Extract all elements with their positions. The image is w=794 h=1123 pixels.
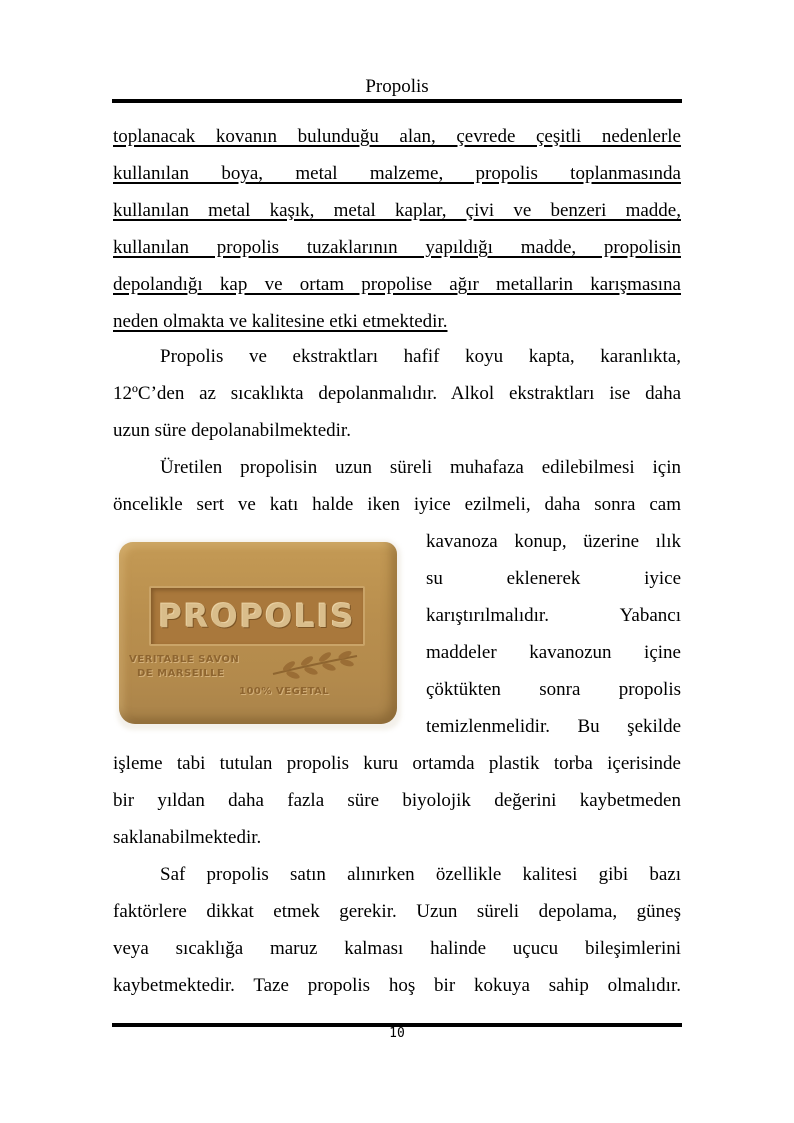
text-line: faktörlere dikkat etmek gerekir. Uzun süreli depolama, güneş xyxy=(113,901,681,922)
text-line: Propolis ve ekstraktları hafif koyu kapta, karanlıkta, xyxy=(160,346,681,367)
text-line: uzun süre depolanabilmektedir. xyxy=(113,420,351,441)
text-line: 12ºC’den az sıcaklıkta depolanmalıdır. Alkol ekstraktları ise daha xyxy=(113,383,681,404)
text-line: kullanılan boya, metal malzeme, propolis toplanmasında xyxy=(113,163,681,184)
propolis-soap-image xyxy=(113,532,403,732)
text-line: kullanılan metal kaşık, metal kaplar, çivi ve benzeri madde, xyxy=(113,200,681,221)
text-line: kullanılan propolis tuzaklarının yapıldığı madde, propolisin xyxy=(113,237,681,258)
text-line: karıştırılmalıdır. Yabancı xyxy=(426,605,681,626)
soap-label-panel xyxy=(149,586,365,646)
running-header: Propolis xyxy=(365,76,429,97)
text-line: saklanabilmektedir. xyxy=(113,827,262,848)
text-line: maddeler kavanozun içine xyxy=(426,642,681,663)
soap-bar xyxy=(119,542,397,724)
text-line: öncelikle sert ve katı halde iken iyice ezilmeli, daha sonra cam xyxy=(113,494,681,515)
text-line: bir yıldan daha fazla süre biyolojik değerini kaybetmeden xyxy=(113,790,681,811)
text-line: kaybetmektedir. Taze propolis hoş bir kokuya sahip olmalıdır. xyxy=(113,975,681,996)
text-line: veya sıcaklığa maruz kalması halinde uçucu bileşimlerini xyxy=(113,938,681,959)
text-line: neden olmakta ve kalitesine etki etmektedir. xyxy=(113,311,448,332)
soap-brand-text: PROPOLIS xyxy=(158,597,356,635)
soap-subtext: 100% VEGETAL xyxy=(239,686,330,697)
text-line: kavanoza konup, üzerine ılık xyxy=(426,531,681,552)
text-line: depolandığı kap ve ortam propolise ağır metallarin karışmasına xyxy=(113,274,681,295)
page-number: 10 xyxy=(389,1026,405,1041)
text-line: temizlenmelidir. Bu şekilde xyxy=(426,716,681,737)
text-line: işleme tabi tutulan propolis kuru ortamda plastik torba içerisinde xyxy=(113,753,681,774)
text-line: su eklenerek iyice xyxy=(426,568,681,589)
soap-subtext: VERITABLE SAVON xyxy=(129,654,240,665)
olive-branch-icon xyxy=(269,650,359,680)
soap-subtext: DE MARSEILLE xyxy=(137,668,225,679)
header-rule xyxy=(112,99,682,103)
text-line: Saf propolis satın alınırken özellikle kalitesi gibi bazı xyxy=(160,864,681,885)
text-line: çöktükten sonra propolis xyxy=(426,679,681,700)
text-line: toplanacak kovanın bulunduğu alan, çevrede çeşitli nedenlerle xyxy=(113,126,681,147)
text-line: Üretilen propolisin uzun süreli muhafaza edilebilmesi için xyxy=(160,457,681,478)
